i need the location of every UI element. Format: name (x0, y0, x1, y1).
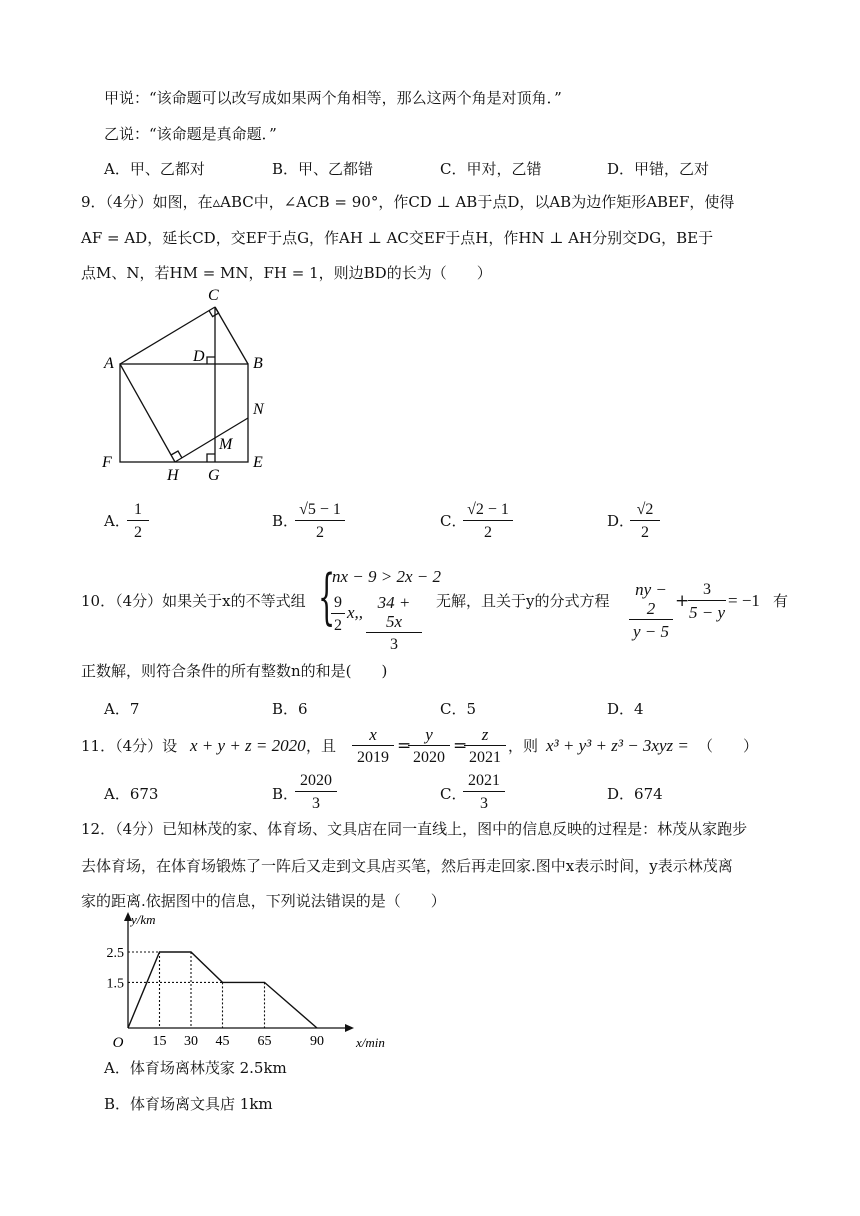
q10-ineq2-frac: $\frac{9}{2}$ (331, 593, 345, 635)
q10-suffix: 有 (773, 592, 789, 610)
q9-option-a-fraction: $\frac{1}{2}$ (127, 500, 149, 542)
q11-expr: x³ + y³ + z³ − 3xyz = (546, 736, 689, 755)
q10-line2: 正数解，则符合条件的所有整数n的和是( ) (81, 662, 388, 680)
q11-prefix: 11．（4分）设 (81, 737, 178, 755)
x-tick-label: 15 (152, 1034, 167, 1049)
q10-plus: + (675, 591, 690, 611)
q10-option-b[interactable]: B．6 (272, 700, 308, 718)
label-c: C (208, 287, 219, 304)
top-option-b[interactable]: B．甲、乙都错 (272, 160, 374, 178)
q9-option-b[interactable]: B． (272, 512, 299, 530)
q9-option-b-fraction: $\frac{√5 - 1}{2}$ (295, 500, 345, 542)
q11-eq2: = (453, 736, 468, 756)
q9-option-c-fraction: $\frac{√2 - 1}{2}$ (463, 500, 513, 542)
origin-label: O (112, 1035, 124, 1051)
q9-geometry-figure (95, 280, 285, 485)
q11-option-b[interactable]: B． (272, 785, 299, 803)
label-h: H (167, 467, 179, 484)
label-d: D (193, 348, 205, 365)
x-tick-label: 90 (310, 1034, 324, 1049)
x-axis-label: x/min (356, 1035, 385, 1050)
q10-mid: 无解，且关于y的分式方程 (436, 592, 610, 610)
yi-statement: 乙说：“该命题是真命题．” (104, 125, 277, 143)
label-a: A (104, 355, 114, 372)
q10-ineq1: nx − 9 > 2x − 2 (332, 567, 442, 586)
q10-prefix: 10．（4分）如果关于x的不等式组 (81, 592, 306, 610)
q12-line2: 去体育场，在体育场锻炼了一阵后又走到文具店买笔，然后再走回家.图中x表示时间，y表示林茂离 (81, 857, 733, 875)
y-tick-label: 2.5 (106, 946, 124, 961)
q9-option-a[interactable]: A． (104, 512, 130, 530)
q11-option-b-fraction: $\frac{2020}{3}$ (295, 771, 337, 813)
q9-line3: 点M、N，若HM = MN，FH = 1，则边BD的长为（ ） (81, 264, 492, 282)
q10-brace: { (318, 562, 336, 632)
label-m: M (219, 436, 233, 453)
q11-frac-z: $\frac{z}{2021}$ (464, 725, 506, 767)
q10-ineq2-x: x,, (347, 603, 364, 622)
label-f: F (102, 454, 112, 471)
q11-option-d[interactable]: D．674 (607, 785, 663, 803)
x-tick-label: 30 (184, 1034, 198, 1049)
q11-then: ，则 (508, 737, 539, 755)
q9-option-c[interactable]: C． (440, 512, 467, 530)
jia-statement: 甲说：“该命题可以改写成如果两个角相等，那么这两个角是对顶角．” (104, 89, 562, 107)
q11-paren: （ ） (698, 737, 759, 755)
q10-ineq2-rhs: $\frac{34 + 5x}{3}$ (366, 593, 422, 654)
q11-cond: x + y + z = 2020 (190, 736, 306, 755)
q11-frac-y: $\frac{y}{2020}$ (408, 725, 450, 767)
q9-option-d-fraction: $\frac{√2}{2}$ (630, 500, 660, 542)
label-b: B (253, 355, 263, 372)
q11-frac-x: $\frac{x}{2019}$ (352, 725, 394, 767)
q12-option-b[interactable]: B．体育场离文具店 1km (104, 1095, 273, 1113)
q10-eq-frac2: $\frac{3}{5 - y}$ (688, 581, 726, 622)
q11-option-c[interactable]: C． (440, 785, 467, 803)
q9-line1: 9．（4分）如图，在▵ABC中，∠ACB = 90°，作CD ⊥ AB于点D，以AB为边作矩形ABEF，使得 (81, 193, 735, 211)
q12-line3: 家的距离.依据图中的信息，下列说法错误的是（ ） (81, 892, 446, 910)
label-g: G (208, 467, 220, 484)
q10-eq-rhs: = −1 (728, 591, 760, 610)
top-option-c[interactable]: C．甲对，乙错 (440, 160, 542, 178)
y-axis-label: y/km (131, 912, 156, 927)
q12-line1: 12．（4分）已知林茂的家、体育场、文具店在同一直线上，图中的信息反映的过程是：林茂从家跑步 (81, 820, 748, 838)
label-e: E (253, 454, 263, 471)
series-line (128, 952, 317, 1028)
q9-option-d[interactable]: D． (607, 512, 635, 530)
x-tick-label: 45 (215, 1034, 230, 1049)
label-n: N (253, 401, 264, 418)
q12-option-a[interactable]: A．体育场离林茂家 2.5km (104, 1059, 287, 1077)
q12-distance-time-chart (95, 908, 385, 1053)
q10-option-c[interactable]: C．5 (440, 700, 477, 718)
top-option-a[interactable]: A．甲、乙都对 (104, 160, 205, 178)
q10-eq-frac1: $\frac{ny - 2}{y - 5}$ (629, 580, 673, 641)
q11-option-c-fraction: $\frac{2021}{3}$ (463, 771, 505, 813)
q9-line2: AF = AD，延长CD，交EF于点G，作AH ⊥ AC交EF于点H，作HN ⊥ AH分别交DG，BE于 (81, 229, 714, 247)
top-option-d[interactable]: D．甲错，乙对 (607, 160, 710, 178)
x-tick-label: 65 (257, 1034, 272, 1049)
q11-option-a[interactable]: A．673 (104, 785, 159, 803)
q11-and: ，且 (306, 737, 337, 755)
q10-option-d[interactable]: D．4 (607, 700, 644, 718)
q11-eq1: = (397, 736, 412, 756)
y-tick-label: 1.5 (106, 976, 124, 992)
x-axis-arrow (345, 1024, 354, 1032)
q10-option-a[interactable]: A．7 (104, 700, 140, 718)
